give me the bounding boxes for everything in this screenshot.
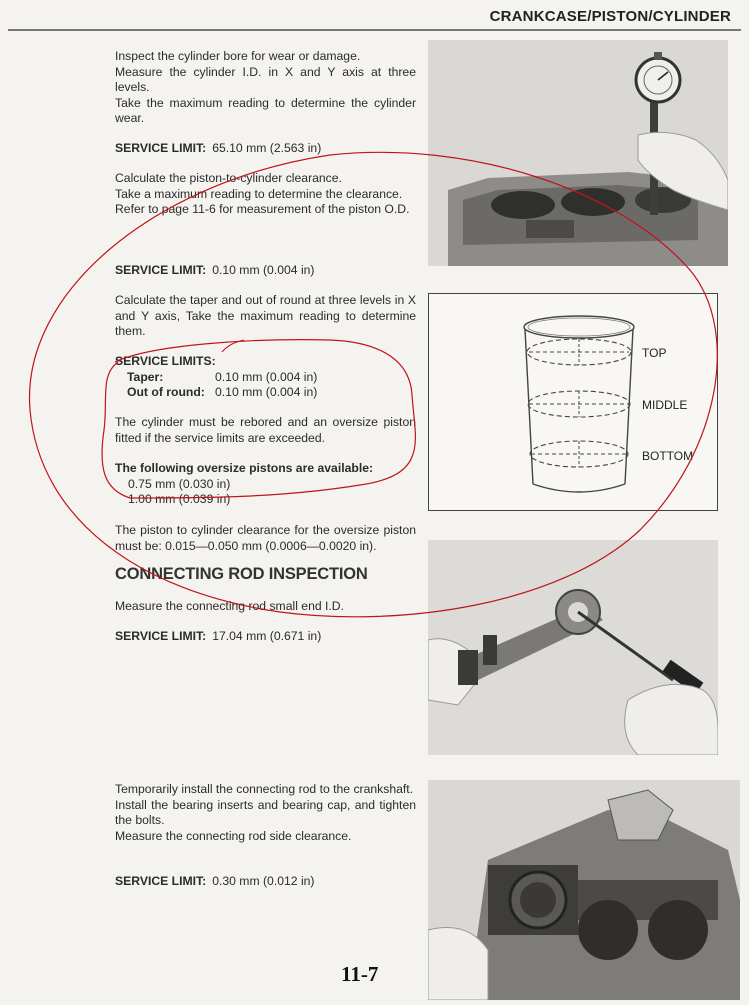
service-limit-label: SERVICE LIMIT: xyxy=(115,874,207,888)
small-end-illustration xyxy=(428,540,718,755)
text-line: Temporarily install the connecting rod to the crankshaft. xyxy=(115,782,414,796)
header-rule xyxy=(8,29,741,31)
service-limit-value: 0.10 mm (0.004 in) xyxy=(212,263,315,277)
inspect-bore-paragraph xyxy=(115,49,416,127)
diagram-label-bottom: BOTTOM xyxy=(642,449,694,463)
service-limit-value: 0.30 mm (0.012 in) xyxy=(212,874,315,888)
service-limits-block xyxy=(115,354,416,401)
measure-small-end-paragraph: Measure the connecting rod small end I.D. xyxy=(115,599,344,613)
photo-bore-gauge xyxy=(428,40,728,266)
diagram-label-top: TOP xyxy=(642,346,667,360)
text-line: Install the bearing inserts and bearing cap, and tighten the bolts. xyxy=(115,797,416,827)
photo-small-end-measurement xyxy=(428,540,718,755)
service-limit-small-end xyxy=(115,629,321,643)
spec-value: 0.10 mm (0.004 in) xyxy=(215,369,318,384)
text-line: Inspect the cylinder bore for wear or damage. xyxy=(115,49,361,63)
service-limit-label: SERVICE LIMIT: xyxy=(115,263,207,277)
service-limit-value: 17.04 mm (0.671 in) xyxy=(212,629,322,643)
text-line: Refer to page 11-6 for measurement of the piston O.D. xyxy=(115,202,410,216)
spec-row-out-of-round xyxy=(115,385,416,401)
service-limit-value: 65.10 mm (2.563 in) xyxy=(212,141,322,155)
bore-gauge-illustration xyxy=(428,40,728,266)
oversize-clearance-paragraph: The piston to cylinder clearance for the oversize piston must be: 0.015—0.050 mm (0.0006—0.0020 in). xyxy=(115,523,416,553)
service-limit-label: SERVICE LIMIT: xyxy=(115,141,207,155)
spec-value: 0.10 mm (0.004 in) xyxy=(215,385,318,399)
taper-paragraph: Calculate the taper and out of round at three levels in X and Y axis, Take the maximum reading to determine them. xyxy=(115,293,416,338)
oversize-item: 0.75 mm (0.030 in) xyxy=(128,476,231,491)
text-line: Calculate the piston-to-cylinder clearance. xyxy=(115,171,342,185)
service-limits-heading: SERVICE LIMITS: xyxy=(115,354,216,368)
text-line: Measure the cylinder I.D. in X and Y axis at three levels. xyxy=(115,64,416,94)
spec-key: Out of round: xyxy=(127,385,205,399)
clearance-paragraph xyxy=(115,171,416,218)
service-limit-label: SERVICE LIMIT: xyxy=(115,629,207,643)
text-line: Take a maximum reading to determine the clearance. xyxy=(115,186,403,201)
photo-side-clearance xyxy=(428,780,740,1000)
oversize-heading: The following oversize pistons are available: xyxy=(115,461,374,475)
text-line: Take the maximum reading to determine the cylinder wear. xyxy=(115,95,416,125)
page-number: 11-7 xyxy=(341,962,379,986)
diagram-label-middle: MIDDLE xyxy=(642,398,688,412)
oversize-block xyxy=(115,461,416,508)
spec-row-taper xyxy=(115,370,416,386)
cylinder-measurement-diagram xyxy=(428,293,718,511)
service-limit-cylinder-id xyxy=(115,141,321,155)
crankshaft-illustration xyxy=(428,780,740,1000)
side-clearance-paragraph xyxy=(115,782,416,844)
annotation-tick xyxy=(222,340,244,352)
spec-key: Taper: xyxy=(127,369,164,384)
page-header-title: CRANKCASE/PISTON/CYLINDER xyxy=(489,8,731,25)
rebore-paragraph: The cylinder must be rebored and an oversize piston fitted if the service limits are exceeded. xyxy=(115,415,416,445)
oversize-item: 1.00 mm (0.039 in) xyxy=(128,492,231,506)
service-limit-clearance xyxy=(115,263,315,277)
section-title-connecting-rod: CONNECTING ROD INSPECTION xyxy=(115,565,368,583)
text-line: Measure the connecting rod side clearance. xyxy=(115,828,352,843)
service-limit-side-clearance xyxy=(115,874,315,888)
